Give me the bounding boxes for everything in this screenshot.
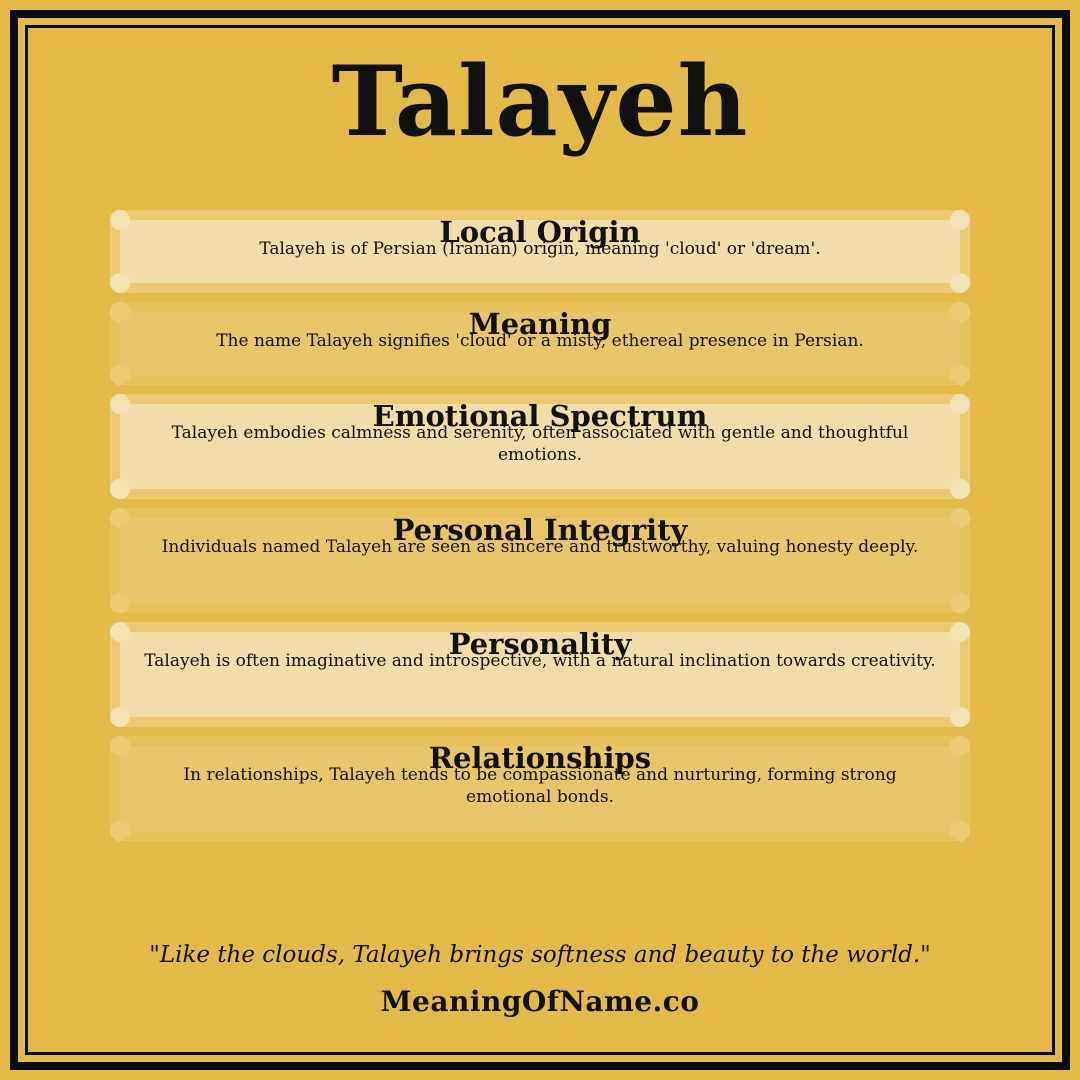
section-text: The name Talayeh signifies 'cloud' or a misty, ethereal presence in Persian. [216, 331, 864, 351]
section-card-personal-integrity [110, 508, 970, 613]
site-name: MeaningOfName.co [380, 985, 700, 1018]
section-text: Individuals named Talayeh are seen as sincere and trustworthy, valuing honesty deeply. [161, 537, 919, 557]
section-text: Talayeh is often imaginative and introspective, with a natural inclination towards creativity. [144, 651, 936, 671]
section-card-meaning [110, 302, 970, 385]
section-heading: Personal Integrity [392, 513, 688, 547]
section-card-relationships [110, 736, 970, 841]
section-card-local-origin [110, 210, 970, 293]
section-heading: Meaning [468, 307, 612, 341]
quote: "Like the clouds, Talayeh brings softness and beauty to the world." [149, 942, 931, 968]
section-heading: Local Origin [439, 215, 641, 249]
page-title: Talayeh [331, 45, 749, 158]
section-text: Talayeh embodies calmness and serenity, often associated with gentle and thoughtful emotions. [171, 423, 909, 465]
section-card-personality [110, 622, 970, 727]
section-heading: Personality [448, 627, 632, 661]
section-heading: Relationships [428, 741, 652, 775]
section-heading: Emotional Spectrum [372, 399, 708, 433]
section-text: In relationships, Talayeh tends to be compassionate and nurturing, forming strong emotional bonds. [183, 765, 897, 807]
section-card-emotional-spectrum [110, 394, 970, 499]
section-text: Talayeh is of Persian (Iranian) origin, meaning 'cloud' or 'dream'. [259, 239, 821, 259]
